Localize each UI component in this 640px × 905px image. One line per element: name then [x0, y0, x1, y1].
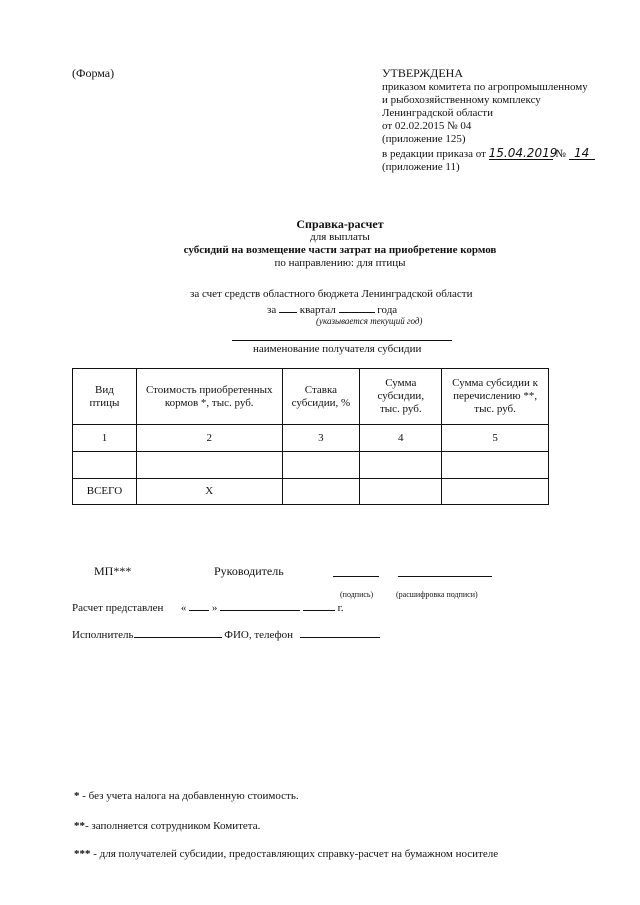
fio-label: ФИО, телефон — [224, 629, 294, 641]
day-blank — [189, 600, 209, 611]
table-cell — [136, 452, 282, 479]
month-blank — [220, 600, 300, 611]
decode-caption: (расшифровка подписи) — [396, 590, 478, 599]
edition-no-label: № — [555, 148, 566, 160]
subsidy-table — [72, 368, 549, 505]
column-number: 3 — [282, 425, 360, 452]
executor-label: Исполнитель — [72, 629, 134, 641]
submitted-line — [72, 600, 344, 615]
total-x: X — [136, 479, 282, 505]
quarter-label: квартал — [299, 304, 336, 316]
submitted-label: Расчет представлен — [72, 602, 164, 614]
recipient-line — [232, 340, 452, 341]
decode-line — [398, 576, 492, 577]
signature-caption: (подпись) — [340, 590, 374, 599]
heading-direction: по направлению: для птицы — [274, 257, 406, 269]
table-cell — [360, 479, 442, 505]
table-row — [73, 425, 549, 452]
funding-line: за счет средств областного бюджета Ленинградской области — [190, 288, 473, 300]
za-label: за — [267, 304, 277, 316]
table-cell — [360, 452, 442, 479]
document-title: Справка-расчет — [296, 217, 384, 231]
footnote-mark: *** — [74, 848, 91, 860]
heading-line: для выплаты — [310, 231, 370, 243]
year-label: года — [377, 304, 398, 316]
quote-open: « — [180, 602, 187, 614]
table-cell — [282, 452, 360, 479]
table-cell — [442, 452, 549, 479]
phone-blank — [300, 627, 380, 638]
edition-line — [382, 147, 632, 161]
approval-annex: (приложение 11) — [382, 161, 460, 173]
approval-line: (приложение 125) — [382, 133, 466, 145]
executor-line — [72, 627, 380, 642]
table-total-row — [73, 479, 549, 505]
approval-line: Ленинградской области — [382, 107, 493, 119]
table-header-row — [73, 369, 549, 425]
executor-blank — [134, 627, 222, 638]
table-cell — [442, 479, 549, 505]
total-label: ВСЕГО — [73, 479, 137, 505]
header-feed-cost: Стоимость приобретенных кормов *, тыс. руб. — [136, 369, 282, 425]
approval-title: УТВЕРЖДЕНА — [382, 66, 464, 80]
footnote — [74, 790, 299, 803]
edition-date: 15.04.2019 — [488, 146, 558, 160]
header-subsidy-sum: Сумма субсидии, тыс. руб. — [360, 369, 442, 425]
footnote-text: - для получателей субсидии, предоставляющих справку-расчет на бумажном носителе — [90, 848, 499, 860]
header-rate: Ставка субсидии, % — [282, 369, 360, 425]
column-number: 1 — [73, 425, 137, 452]
footnote-mark: ** — [74, 820, 85, 832]
column-number: 2 — [136, 425, 282, 452]
edition-prefix: в редакции приказа от — [382, 148, 486, 160]
header-bird-type: Вид птицы — [73, 369, 137, 425]
footnote-mark: * — [74, 790, 80, 802]
footnote — [74, 848, 498, 861]
approval-line: от 02.02.2015 № 04 — [382, 120, 472, 132]
table-row — [73, 452, 549, 479]
year-blank — [303, 600, 335, 611]
head-label: Руководитель — [214, 564, 284, 578]
column-number: 5 — [442, 425, 549, 452]
form-label: (Форма) — [72, 66, 115, 80]
quote-close: » — [211, 602, 218, 614]
column-number: 4 — [360, 425, 442, 452]
heading-subject: субсидий на возмещение части затрат на приобретение кормов — [183, 244, 497, 256]
table-cell — [73, 452, 137, 479]
footnote-text: - заполняется сотрудником Комитета. — [85, 820, 261, 832]
header-subsidy-transfer: Сумма субсидии к перечислению **, тыс. руб. — [442, 369, 549, 425]
approval-block — [382, 66, 632, 174]
signature-line — [333, 576, 379, 577]
footnote-text: - без учета налога на добавленную стоимость. — [79, 790, 299, 802]
document-heading — [120, 217, 560, 270]
edition-number: 14 — [569, 147, 595, 160]
quarter-line — [267, 302, 397, 317]
quarter-blank — [279, 302, 297, 313]
year-suffix: г. — [337, 602, 344, 614]
approval-line: приказом комитета по агропромышленному — [382, 81, 588, 93]
year-blank — [339, 302, 375, 313]
table-cell — [282, 479, 360, 505]
approval-line: и рыбохозяйственному комплексу — [382, 94, 541, 106]
stamp-place: МП*** — [94, 564, 132, 578]
year-hint: (указывается текущий год) — [316, 316, 423, 326]
footnote — [74, 820, 260, 833]
recipient-caption: наименование получателя субсидии — [253, 343, 422, 355]
